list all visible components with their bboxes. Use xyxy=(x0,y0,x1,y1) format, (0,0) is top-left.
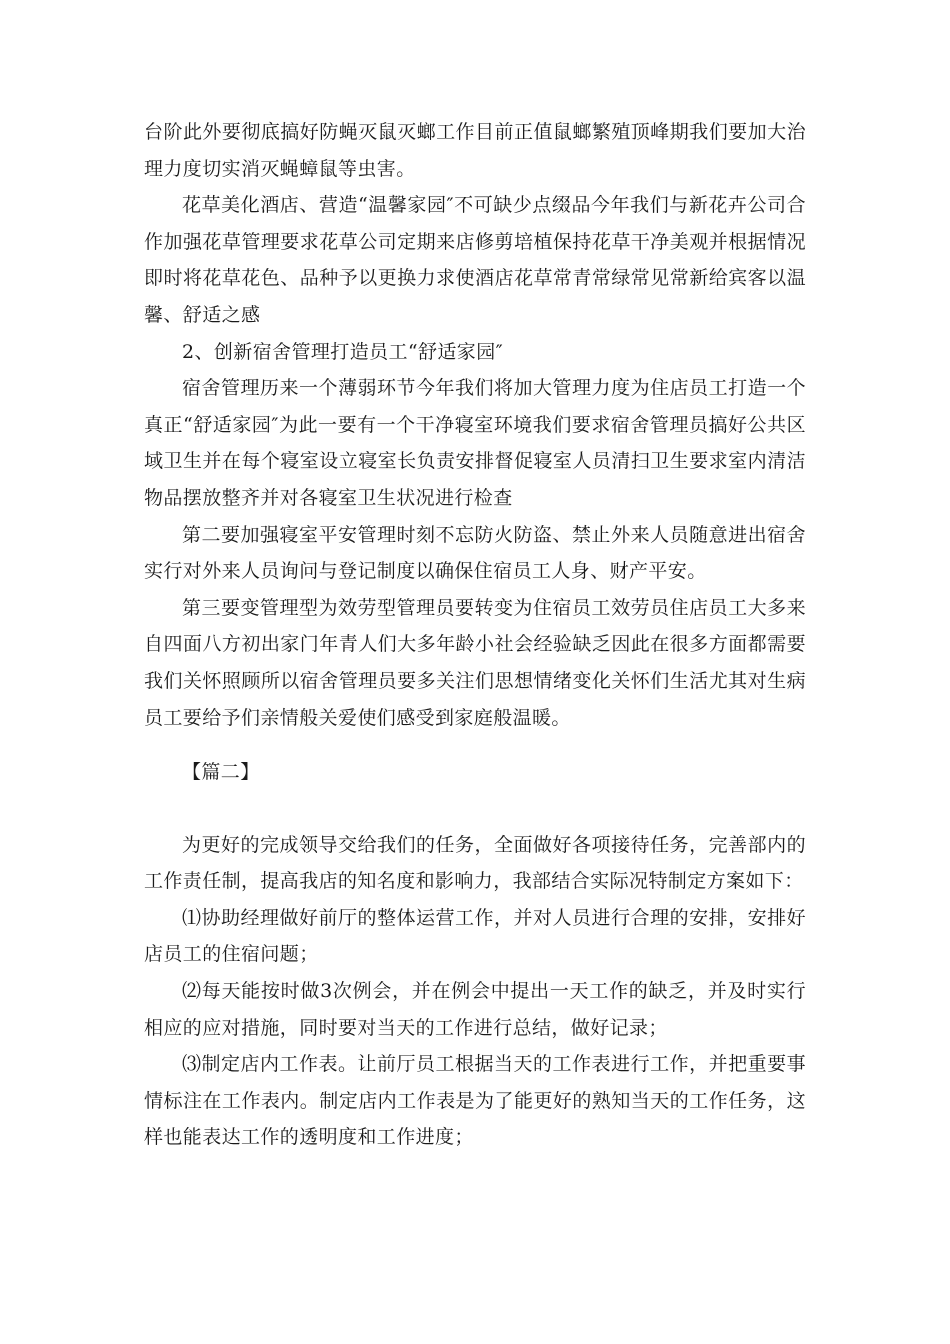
paragraph-dormitory-service: 第三要变管理型为效劳型管理员要转变为住宿员工效劳员住店员工大多来自四面八方初出家门年青人们大多年龄小社会经验缺乏因此在很多方面都需要我们关怀照顾所以宿舍管理员要多关注们思想情绪变化关怀们生活尤其对生病员工要给予们亲情般关爱使们感受到家庭般温暖。 xyxy=(144,596,806,729)
paragraph-dormitory-hygiene: 宿舍管理历来一个薄弱环节今年我们将加大管理力度为住店员工打造一个真正“舒适家园″为此一要有一个干净寝室环境我们要求宿舍管理员搞好公共区域卫生并在每个寝室设立寝室长负责安排督促寝室人员清扫卫生要求室内清洁物品摆放整齐并对各寝室卫生状况进行检查 xyxy=(144,377,806,509)
subheading-dormitory-management: 2、创新宿舍管理打造员工“舒适家园″ xyxy=(182,340,504,363)
list-item-2: ⑵每天能按时做3次例会，并在例会中提出一天工作的缺乏，并及时实行相应的应对措施，同时要对当天的工作进行总结，做好记录； xyxy=(144,980,806,1039)
list-item-3: ⑶制定店内工作表。让前厅员工根据当天的工作表进行工作，并把重要事情标注在工作表内。制定店内工作表是为了能更好的熟知当天的工作任务，这样也能表达工作的透明度和工作进度； xyxy=(144,1053,806,1149)
paragraph-intro: 为更好的完成领导交给我们的任务，全面做好各项接待任务，完善部内的工作责任制，提高我店的知名度和影响力，我部结合实际况特制定方案如下： xyxy=(144,833,806,893)
paragraph-flower-decoration: 花草美化酒店、营造“温馨家园″不可缺少点缀品今年我们与新花卉公司合作加强花草管理要求花草公司定期来店修剪培植保持花草干净美观并根据情况即时将花草花色、品种予以更换力求使酒店花草常青常绿常见常新给宾客以温馨、舒适之感 xyxy=(144,194,806,326)
document-body xyxy=(144,114,806,1156)
section-title: 【篇二】 xyxy=(182,761,260,784)
paragraph-pest-control: 台阶此外要彻底搞好防蝇灭鼠灭螂工作目前正值鼠螂繁殖顶峰期我们要加大治理力度切实消灭蝇蟑鼠等虫害。 xyxy=(144,121,806,180)
list-item-1: ⑴协助经理做好前厅的整体运营工作，并对人员进行合理的安排，安排好店员工的住宿问题； xyxy=(144,906,806,966)
paragraph-dormitory-safety: 第二要加强寝室平安管理时刻不忘防火防盗、禁止外来人员随意进出宿舍实行对外来人员询问与登记制度以确保住宿员工人身、财产平安。 xyxy=(144,523,806,583)
